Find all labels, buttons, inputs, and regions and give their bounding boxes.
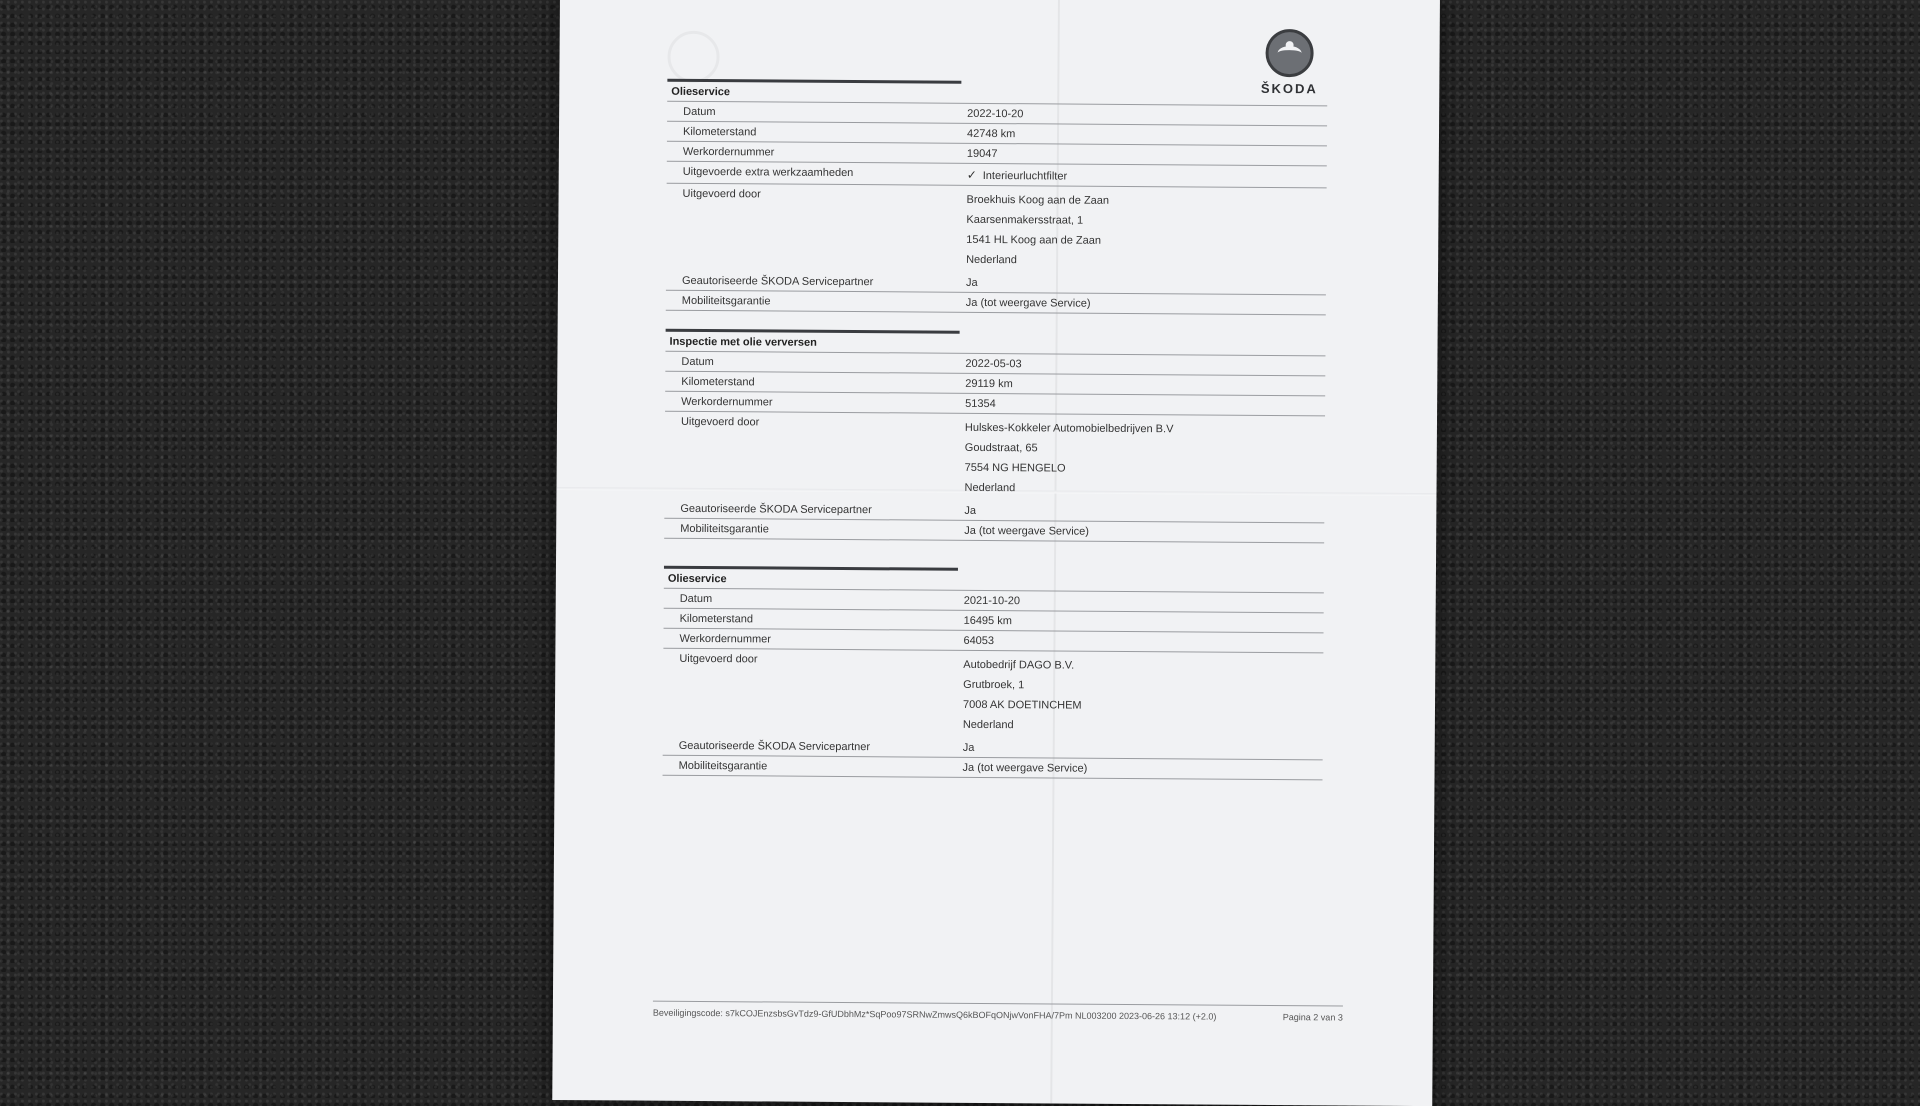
- document-page: [552, 0, 1440, 1106]
- address-block: Autobedrijf DAGO B.V. Grutbroek, 1 7008 AK DOETINCHEM Nederland: [962, 658, 1082, 732]
- table-row: Mobiliteitsgarantie Ja (tot weergave Service): [664, 519, 1324, 544]
- service-section-3: [663, 566, 1324, 781]
- table-row: Werkordernummer 51354: [665, 392, 1325, 417]
- table-row: Datum 2022-10-20: [667, 101, 1327, 127]
- section-title: Olieservice: [664, 566, 958, 590]
- table-row: Uitgevoerd door Hulskes-Kokkeler Automobielbedrijven B.V Goudstraat, 65 7554 NG HENGELO Nederland: [664, 412, 1325, 504]
- skoda-arrow-icon: [1265, 29, 1313, 77]
- address-block: Broekhuis Koog aan de Zaan Kaarsenmakersstraat, 1 1541 HL Koog aan de Zaan Nederland: [966, 193, 1110, 267]
- page-number: Pagina 2 van 3: [1282, 1012, 1343, 1023]
- table-row: Uitgevoerde extra werkzaamheden ✓ Interieurluchtfilter: [667, 162, 1327, 189]
- table-row: Datum 2022-05-03: [665, 351, 1325, 377]
- section-title: Olieservice: [667, 79, 961, 103]
- security-code: Beveiligingscode: s7kCOJEnzsbsGvTdz9-GfUDbhMz*SqPoo97SRNwZmwsQ6kBOFqONjwVonFHA/7Pm NL003200 2023-06-26 13:12 (+2.0): [652, 1007, 1217, 1022]
- table-row: Uitgevoerd door Autobedrijf DAGO B.V. Grutbroek, 1 7008 AK DOETINCHEM Nederland: [663, 649, 1324, 741]
- service-section-2: [664, 329, 1325, 544]
- checkmark-icon: ✓: [966, 167, 977, 182]
- table-row: Datum 2021-10-20: [664, 588, 1324, 614]
- section-title: Inspectie met olie verversen: [665, 329, 959, 353]
- service-section-1: [666, 79, 1328, 316]
- table-row: Mobiliteitsgarantie Ja (tot weergave Service): [663, 756, 1323, 781]
- table-row: Werkordernummer 19047: [667, 142, 1327, 167]
- address-block: Hulskes-Kokkeler Automobielbedrijven B.V Goudstraat, 65 7554 NG HENGELO Nederland: [964, 421, 1174, 495]
- table-row: Werkordernummer 64053: [663, 629, 1323, 654]
- table-row: Kilometerstand 29119 km: [665, 372, 1325, 397]
- brand-name: ŠKODA: [1260, 80, 1318, 97]
- table-row: Kilometerstand 16495 km: [664, 609, 1324, 634]
- watermark-logo-icon: [667, 31, 719, 83]
- table-row: Geautoriseerde ŠKODA Servicepartner Ja: [666, 271, 1326, 296]
- table-row: Geautoriseerde ŠKODA Servicepartner Ja: [663, 736, 1323, 761]
- table-row: Uitgevoerd door Broekhuis Koog aan de Zaan Kaarsenmakersstraat, 1 1541 HL Koog aan de Zaan Nederland: [666, 184, 1327, 276]
- document-footer: [653, 1001, 1343, 1023]
- table-row: Kilometerstand 42748 km: [667, 122, 1327, 147]
- table-row: Mobiliteitsgarantie Ja (tot weergave Service): [666, 291, 1326, 316]
- table-row: Geautoriseerde ŠKODA Servicepartner Ja: [664, 499, 1324, 524]
